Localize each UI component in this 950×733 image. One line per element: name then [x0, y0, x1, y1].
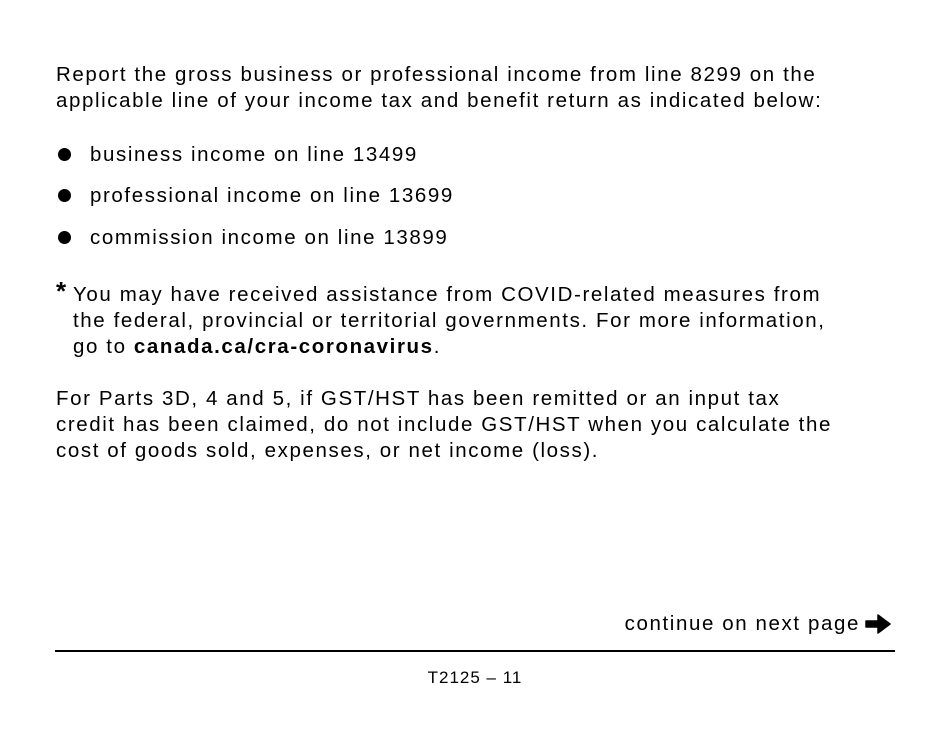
- arrow-right-icon: [864, 612, 892, 636]
- page-number: T2125 – 11: [427, 668, 523, 687]
- intro-line: Report the gross business or professional income from line 8299 on the: [56, 63, 817, 86]
- gst-line: For Parts 3D, 4 and 5, if GST/HST has been remitted or an input tax: [56, 387, 781, 410]
- coronavirus-link[interactable]: canada.ca/cra-coronavirus: [133, 335, 434, 358]
- income-line-list: [56, 142, 454, 266]
- bullet-icon: [58, 231, 71, 244]
- gst-line: cost of goods sold, expenses, or net income (loss).: [56, 439, 600, 462]
- continue-label: continue on next page: [624, 612, 860, 635]
- intro-paragraph: [56, 62, 822, 114]
- note-line: [73, 334, 826, 360]
- covid-note-text: [73, 282, 826, 360]
- note-line: You may have received assistance from COVID-related measures from: [73, 283, 822, 306]
- bullet-icon: [58, 189, 71, 202]
- intro-line: applicable line of your income tax and benefit return as indicated below:: [56, 89, 823, 112]
- list-item: [56, 225, 454, 251]
- list-item-text: commission income on line 13899: [90, 226, 449, 249]
- note-prefix: go to: [73, 335, 134, 358]
- list-item-text: professional income on line 13699: [90, 184, 454, 207]
- footer-divider: [55, 650, 895, 652]
- note-suffix: .: [433, 335, 441, 358]
- gst-line: credit has been claimed, do not include GST/HST when you calculate the: [56, 413, 832, 436]
- list-item-text: business income on line 13499: [90, 143, 418, 166]
- asterisk-marker: *: [56, 276, 67, 306]
- bullet-icon: [58, 148, 71, 161]
- note-line: the federal, provincial or territorial governments. For more information,: [73, 309, 826, 332]
- gst-paragraph: [56, 386, 832, 464]
- list-item: [56, 183, 454, 209]
- list-item: [56, 142, 454, 168]
- continue-on-next-page[interactable]: [625, 611, 892, 637]
